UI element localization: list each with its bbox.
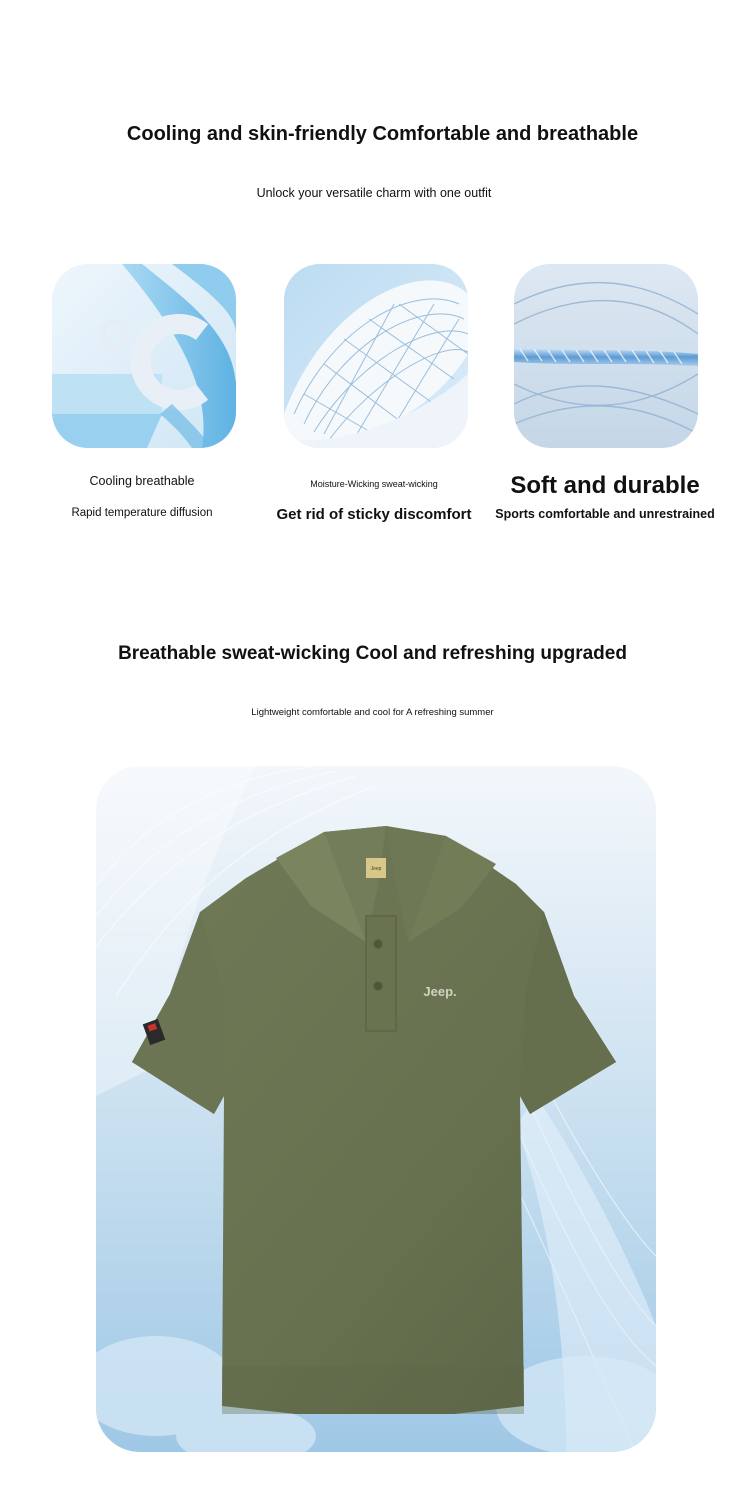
product-photo xyxy=(96,766,656,1452)
section-title: Cooling and skin-friendly Comfortable and breathable xyxy=(126,123,639,145)
feature-2-label-bottom: Get rid of sticky discomfort xyxy=(276,506,472,523)
moisture-mesh-icon xyxy=(284,264,468,448)
durable-fiber-icon xyxy=(514,264,698,448)
section-subtitle: Unlock your versatile charm with one outfit xyxy=(256,186,492,200)
feature-2-label-top: Moisture-Wicking sweat-wicking xyxy=(310,479,438,489)
section-2-subtitle: Lightweight comfortable and cool for A refreshing summer xyxy=(251,707,494,718)
chest-logo: Jeep. xyxy=(423,984,457,999)
feature-3-label-bottom: Sports comfortable and unrestrained xyxy=(495,507,715,521)
feature-1-label-top: Cooling breathable xyxy=(89,474,195,488)
neck-tag-text: Jeep xyxy=(370,866,382,872)
section-2-title: Breathable sweat-wicking Cool and refreshing upgraded xyxy=(118,643,627,664)
cooling-temperature-icon xyxy=(52,264,236,448)
feature-3-label-top: Soft and durable xyxy=(510,472,700,499)
feature-1-label-bottom: Rapid temperature diffusion xyxy=(71,507,213,519)
